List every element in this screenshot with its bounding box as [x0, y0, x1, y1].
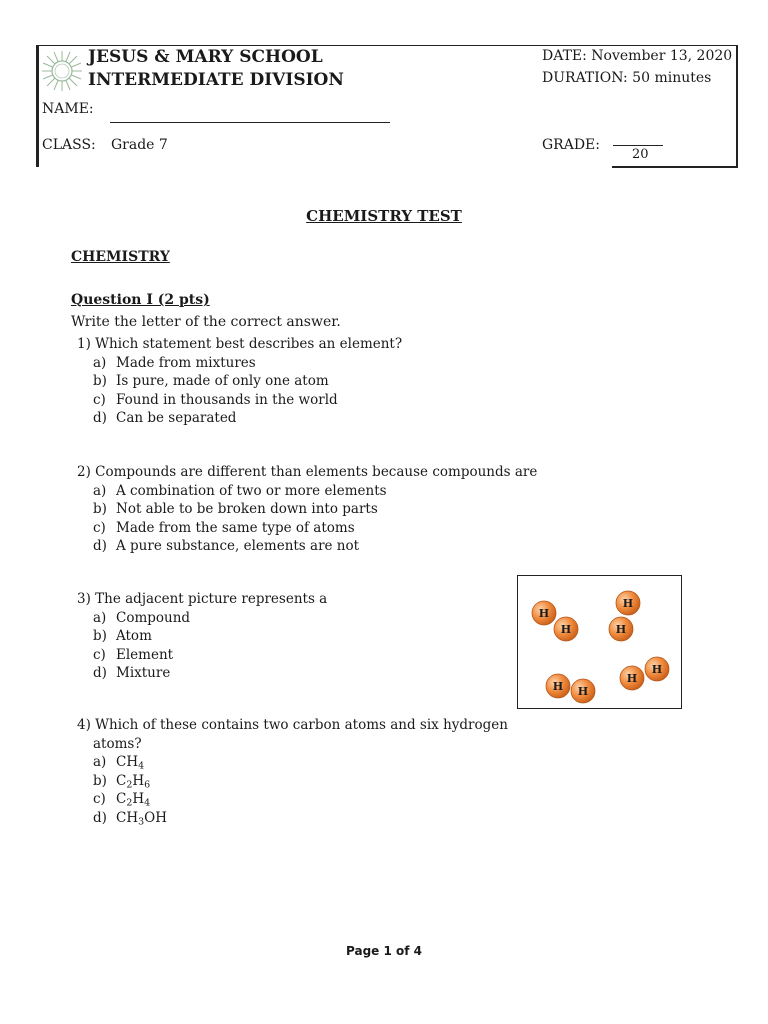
school-name: JESUS & MARY SCHOOL — [88, 47, 323, 67]
formula-part: OH — [144, 809, 167, 826]
formula-part: CH — [116, 809, 139, 826]
atom-label: H — [615, 623, 627, 636]
question-4 — [77, 716, 508, 828]
option-text: Not able to be broken down into parts — [116, 501, 378, 518]
hydrogen-atom — [554, 617, 578, 641]
school-logo-icon — [41, 50, 83, 92]
question-stem: 2) Compounds are different than elements because compounds are — [77, 464, 538, 480]
formula-subscript: 4 — [138, 760, 145, 772]
option-letter: b) — [93, 628, 107, 645]
formula-subscript: 3 — [138, 816, 145, 828]
answer-option — [77, 753, 508, 772]
question-stem: 1) Which statement best describes an element? — [77, 336, 403, 352]
answer-option — [77, 409, 402, 428]
answer-option — [77, 790, 508, 809]
formula-part: H — [132, 772, 145, 789]
answer-option — [77, 772, 508, 791]
hydrogen-atom — [645, 657, 669, 681]
option-letter: b) — [93, 772, 107, 789]
atom-label: H — [577, 685, 589, 698]
page-number: Page 1 of 4 — [346, 944, 422, 958]
name-field[interactable] — [110, 122, 390, 123]
hydrogen-atom — [616, 591, 640, 615]
question-stem-continued: atoms? — [93, 735, 142, 752]
answer-option — [77, 809, 508, 828]
answer-option — [77, 354, 402, 373]
header-right-border — [736, 45, 738, 167]
option-letter: c) — [93, 646, 106, 663]
formula-part: C — [116, 772, 127, 789]
class-label: CLASS: — [42, 137, 96, 153]
hydrogen-atom — [546, 674, 570, 698]
option-text: Found in thousands in the world — [116, 391, 338, 408]
formula-part: C — [116, 791, 127, 808]
test-title: CHEMISTRY TEST — [306, 207, 462, 225]
division-name: INTERMEDIATE DIVISION — [88, 70, 344, 90]
atom-label: H — [626, 672, 638, 685]
header-bottom-border — [612, 166, 738, 168]
formula-part: H — [132, 791, 145, 808]
option-letter: d) — [93, 809, 107, 826]
atom-label: H — [622, 597, 634, 610]
hydrogen-molecules-picture — [517, 575, 682, 709]
option-text: Is pure, made of only one atom — [116, 373, 329, 390]
formula-subscript: 6 — [144, 779, 151, 791]
answer-option — [77, 372, 402, 391]
option-letter: c) — [93, 391, 106, 408]
option-text: A combination of two or more elements — [116, 482, 387, 499]
option-letter: d) — [93, 665, 107, 682]
option-text: Made from mixtures — [116, 354, 256, 371]
class-value: Grade 7 — [111, 137, 168, 153]
option-text: Element — [116, 646, 174, 663]
option-letter: a) — [93, 754, 107, 771]
option-letter: a) — [93, 354, 107, 371]
question-2 — [77, 463, 537, 556]
option-text: Atom — [116, 628, 152, 645]
atom-label: H — [538, 607, 550, 620]
question-stem: 4) Which of these contains two carbon atoms and six hydrogen — [77, 717, 508, 733]
atom-label: H — [560, 623, 572, 636]
question-1 — [77, 335, 402, 428]
hydrogen-atom — [532, 601, 556, 625]
answer-option — [77, 500, 537, 519]
answer-option — [77, 609, 327, 628]
section-title: CHEMISTRY — [71, 249, 170, 265]
answer-option — [77, 537, 537, 556]
atom-label: H — [651, 663, 663, 676]
option-text: Mixture — [116, 665, 171, 682]
answer-option — [77, 664, 327, 683]
option-letter: a) — [93, 609, 107, 626]
option-letter: c) — [93, 791, 106, 808]
formula-subscript: 2 — [126, 779, 133, 791]
option-text: A pure substance, elements are not — [116, 538, 360, 555]
option-text: Can be separated — [116, 410, 237, 427]
option-letter: b) — [93, 501, 107, 518]
question-group-title: Question I (2 pts) — [71, 292, 210, 308]
option-text: Made from the same type of atoms — [116, 519, 355, 536]
exam-duration: DURATION: 50 minutes — [542, 70, 712, 86]
formula-subscript: 2 — [126, 797, 133, 809]
grade-total: 20 — [632, 147, 649, 162]
hydrogen-atom — [609, 617, 633, 641]
answer-option — [77, 391, 402, 410]
grade-label: GRADE: — [542, 137, 600, 153]
hydrogen-atom — [571, 679, 595, 703]
option-text: Compound — [116, 609, 191, 626]
formula-subscript: 4 — [144, 797, 151, 809]
formula-part: CH — [116, 754, 139, 771]
header-top-border — [36, 45, 738, 46]
option-letter: d) — [93, 538, 107, 555]
option-letter: d) — [93, 410, 107, 427]
option-letter: b) — [93, 373, 107, 390]
answer-option — [77, 627, 327, 646]
option-letter: c) — [93, 519, 106, 536]
name-label: NAME: — [42, 101, 94, 117]
answer-option — [77, 519, 537, 538]
exam-date: DATE: November 13, 2020 — [542, 48, 733, 64]
answer-option — [77, 482, 537, 501]
question-3 — [77, 590, 327, 683]
header-left-border — [36, 45, 39, 167]
atom-label: H — [552, 680, 564, 693]
answer-option — [77, 646, 327, 665]
option-letter: a) — [93, 482, 107, 499]
hydrogen-atom — [620, 666, 644, 690]
instruction-text: Write the letter of the correct answer. — [71, 314, 341, 330]
question-stem: 3) The adjacent picture represents a — [77, 591, 328, 607]
grade-field[interactable] — [613, 145, 663, 146]
